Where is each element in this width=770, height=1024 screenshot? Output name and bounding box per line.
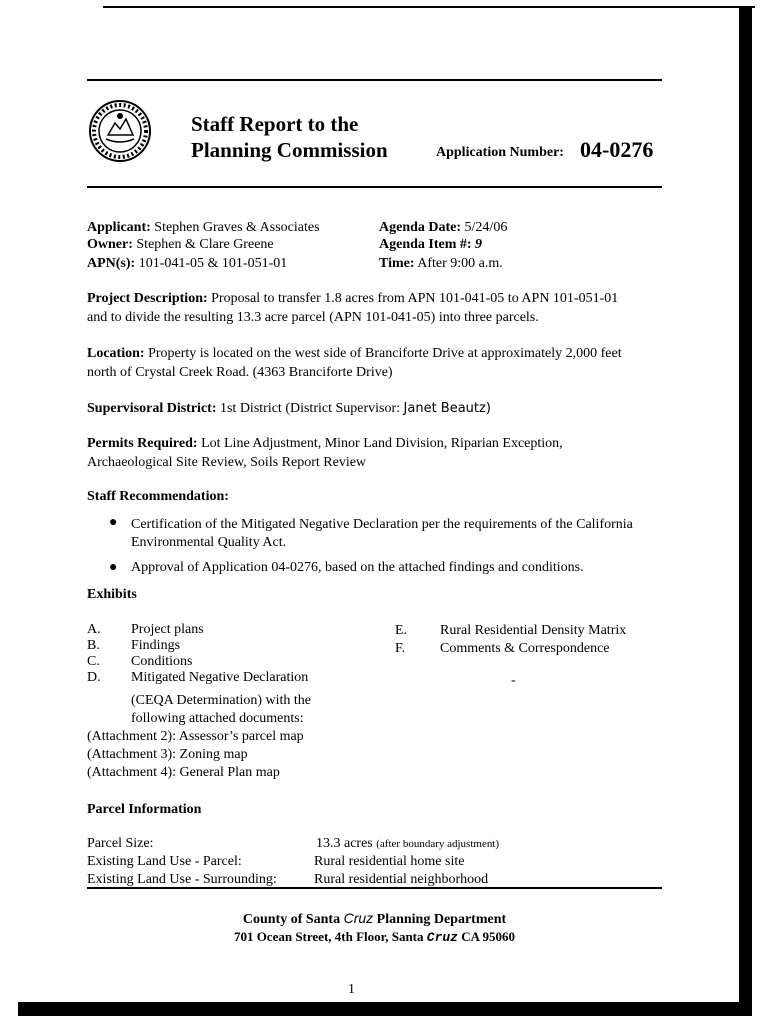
time-row	[379, 255, 503, 273]
parcel-row-value: Rural residential home site	[314, 854, 465, 869]
county-seal-icon	[88, 99, 152, 163]
exhibit-item: Comments & Correspondence	[440, 641, 610, 656]
exhibit-item: Project plans	[131, 622, 204, 637]
supervisorial-district	[87, 399, 667, 418]
apn-label: APN(s):	[87, 256, 136, 271]
bullet-icon: ●	[109, 560, 118, 575]
footer-rule	[87, 887, 662, 889]
parcel-size-note: (after boundary adjustment)	[376, 838, 500, 850]
time-label: Time:	[379, 256, 415, 271]
agenda-item-label: Agenda Item #:	[379, 237, 472, 252]
owner-value: Stephen & Clare Greene	[136, 237, 274, 252]
top-border-line	[103, 6, 755, 8]
right-scan-edge	[739, 6, 752, 1013]
supervisorial-text: 1st District (District Supervisor:	[219, 401, 401, 416]
permits-label: Permits Required:	[87, 436, 198, 451]
staff-recommendation-heading: Staff Recommendation:	[87, 489, 229, 504]
exhibit-letter: C.	[87, 654, 100, 669]
exhibit-item: Findings	[131, 638, 181, 653]
location-line1: Property is located on the west side of Branciforte Drive at approximately 2,000 feet	[148, 346, 622, 361]
permits-line1: Lot Line Adjustment, Minor Land Division, Riparian Exception,	[201, 436, 563, 451]
recommendation-2: Approval of Application 04-0276, based on the attached findings and conditions.	[131, 560, 584, 575]
recommendation-1-line2: Environmental Quality Act.	[131, 535, 287, 550]
application-number: 04-0276	[580, 137, 654, 162]
apn-row	[87, 255, 287, 273]
location-line2: north of Crystal Creek Road. (4363 Branciforte Drive)	[87, 365, 393, 380]
exhibit-items-right	[440, 622, 626, 658]
location	[87, 344, 667, 382]
exhibit-letter: B.	[87, 638, 100, 653]
exhibit-letter: D.	[87, 670, 101, 685]
applicant-row	[87, 219, 320, 237]
exhibit-d-continued-1: (CEQA Determination) with the	[131, 693, 312, 708]
attachment-item: (Attachment 3): Zoning map	[87, 747, 248, 762]
footer-street: 701 Ocean Street, 4th Floor, Santa	[233, 929, 424, 944]
exhibit-letter: F.	[395, 641, 406, 656]
applicant-value: Stephen Graves & Associates	[154, 220, 320, 235]
bullet-icon: ●	[109, 515, 118, 530]
page-number: 1	[348, 982, 355, 997]
project-description-line1: Proposal to transfer 1.8 acres from APN 101-041-05 to APN 101-051-01	[211, 291, 619, 306]
parcel-row-label: Existing Land Use - Surrounding:	[87, 872, 277, 887]
footer-county: County of Santa	[242, 912, 341, 927]
exhibit-d-continued-2: following attached documents:	[131, 711, 304, 726]
footer-department-name: Planning Department	[376, 912, 507, 927]
location-label: Location:	[87, 346, 145, 361]
attachment-item: (Attachment 2): Assessor’s parcel map	[87, 729, 304, 744]
project-description-line2: and to divide the resulting 13.3 acre parcel (APN 101-041-05) into three parcels.	[87, 310, 539, 325]
agenda-date-value: 5/24/06	[464, 220, 508, 235]
exhibits-heading: Exhibits	[87, 587, 137, 602]
footer-address	[87, 928, 662, 947]
apn-value: 101-041-05 & 101-051-01	[138, 256, 288, 271]
report-title-line1: Staff Report to the	[191, 112, 359, 136]
agenda-item-value: 9	[475, 237, 483, 252]
exhibit-items	[131, 622, 308, 686]
permits-line2: Archaeological Site Review, Soils Report Review	[87, 455, 367, 470]
exhibit-item: Conditions	[131, 654, 193, 669]
parcel-size-value: 13.3 acres	[316, 836, 373, 851]
time-value: After 9:00 a.m.	[417, 256, 503, 271]
parcel-row-value: Rural residential neighborhood	[314, 872, 489, 887]
footer-cruz: Cruz	[426, 930, 458, 945]
exhibit-letters-right	[395, 622, 407, 658]
stray-mark: -	[511, 673, 516, 688]
exhibit-item: Mitigated Negative Declaration	[131, 670, 309, 685]
project-description-label: Project Description:	[87, 291, 208, 306]
recommendation-1-line1: Certification of the Mitigated Negative Declaration per the requirements of the California	[131, 517, 633, 532]
attachment-item: (Attachment 4): General Plan map	[87, 765, 280, 780]
agenda-item-row	[379, 236, 482, 254]
exhibit-letter: E.	[395, 623, 408, 638]
parcel-row-label: Existing Land Use - Parcel:	[87, 854, 242, 869]
exhibit-letter: A.	[87, 622, 101, 637]
bottom-scan-edge	[18, 1002, 752, 1016]
owner-row	[87, 236, 274, 254]
header-top-rule	[87, 79, 662, 81]
permits-required	[87, 434, 667, 472]
agenda-date-label: Agenda Date:	[379, 220, 462, 235]
parcel-information-heading: Parcel Information	[87, 802, 202, 817]
exhibit-item: Rural Residential Density Matrix	[440, 623, 627, 638]
exhibit-letters	[87, 622, 101, 686]
applicant-label: Applicant:	[87, 220, 151, 235]
supervisor-name: Janet Beautz)	[403, 401, 491, 416]
parcel-row-value	[316, 835, 499, 853]
header-bottom-rule	[87, 186, 662, 188]
footer-cruz: Cruz	[343, 910, 374, 926]
parcel-row-label: Parcel Size:	[87, 836, 154, 851]
footer-department	[87, 909, 662, 929]
supervisorial-label: Supervisoral District:	[87, 401, 217, 416]
agenda-date-row	[379, 219, 507, 237]
footer-city: CA 95060	[461, 929, 516, 944]
application-number-label: Application Number:	[436, 145, 564, 160]
project-description	[87, 289, 667, 327]
owner-label: Owner:	[87, 237, 133, 252]
report-title-line2: Planning Commission	[191, 138, 388, 162]
